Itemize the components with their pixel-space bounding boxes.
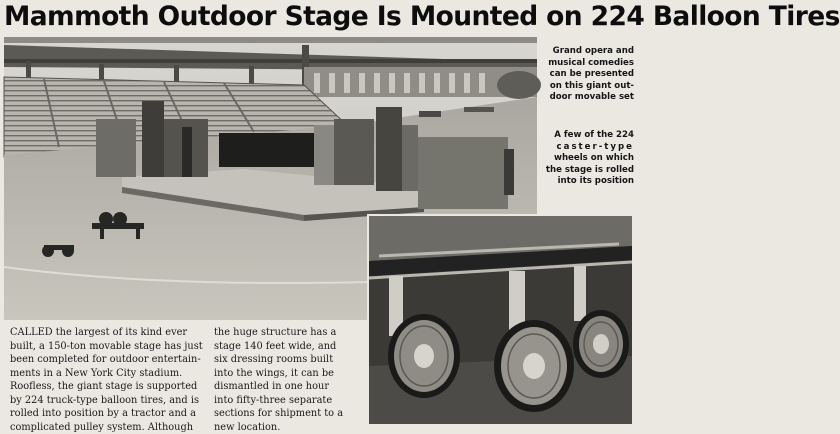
caption-line: Grand opera and [536, 46, 634, 58]
wheels-inset-photo [367, 214, 634, 426]
article-line: complicated pulley system. Although [10, 421, 205, 434]
article-line: into fifty-three separate [214, 394, 366, 408]
article-line: been completed for outdoor entertain- [10, 353, 205, 367]
article-line: six dressing rooms built [214, 353, 366, 367]
article-column-2 [214, 326, 366, 434]
article-line [10, 326, 205, 340]
article-line: by 224 truck-type balloon tires, and is [10, 394, 205, 408]
caption-wheels [536, 130, 634, 188]
caption-line: A few of the 224 [536, 130, 634, 142]
article-line: the huge structure has a [214, 326, 366, 340]
article-line: dismantled in one hour [214, 380, 366, 394]
headline: Mammoth Outdoor Stage Is Mounted on 224 Balloon Tires [4, 0, 638, 34]
article-line: Roofless, the giant stage is supported [10, 380, 205, 394]
lead-word: CALLED [10, 327, 53, 338]
caption-line: into its position [536, 176, 634, 188]
caption-line: caster-type [536, 142, 634, 154]
caption-stage [536, 46, 634, 104]
article-line-text: the largest of its kind ever [53, 327, 188, 338]
article-line: into the wings, it can be [214, 367, 366, 381]
article-line: sections for shipment to a [214, 407, 366, 421]
article-line: rolled into position by a tractor and a [10, 407, 205, 421]
article-line: stage 140 feet wide, and [214, 340, 366, 354]
caption-line: wheels on which [536, 153, 634, 165]
article-column-1 [10, 326, 205, 434]
caption-line: the stage is rolled [536, 165, 634, 177]
article-line: new location. [214, 421, 366, 434]
article-line: ments in a New York City stadium. [10, 367, 205, 381]
caption-line: door movable set [536, 92, 634, 104]
caption-line: can be presented [536, 69, 634, 81]
caption-line: musical comedies [536, 58, 634, 70]
caption-line: on this giant out- [536, 81, 634, 93]
article-line: built, a 150-ton movable stage has just [10, 340, 205, 354]
